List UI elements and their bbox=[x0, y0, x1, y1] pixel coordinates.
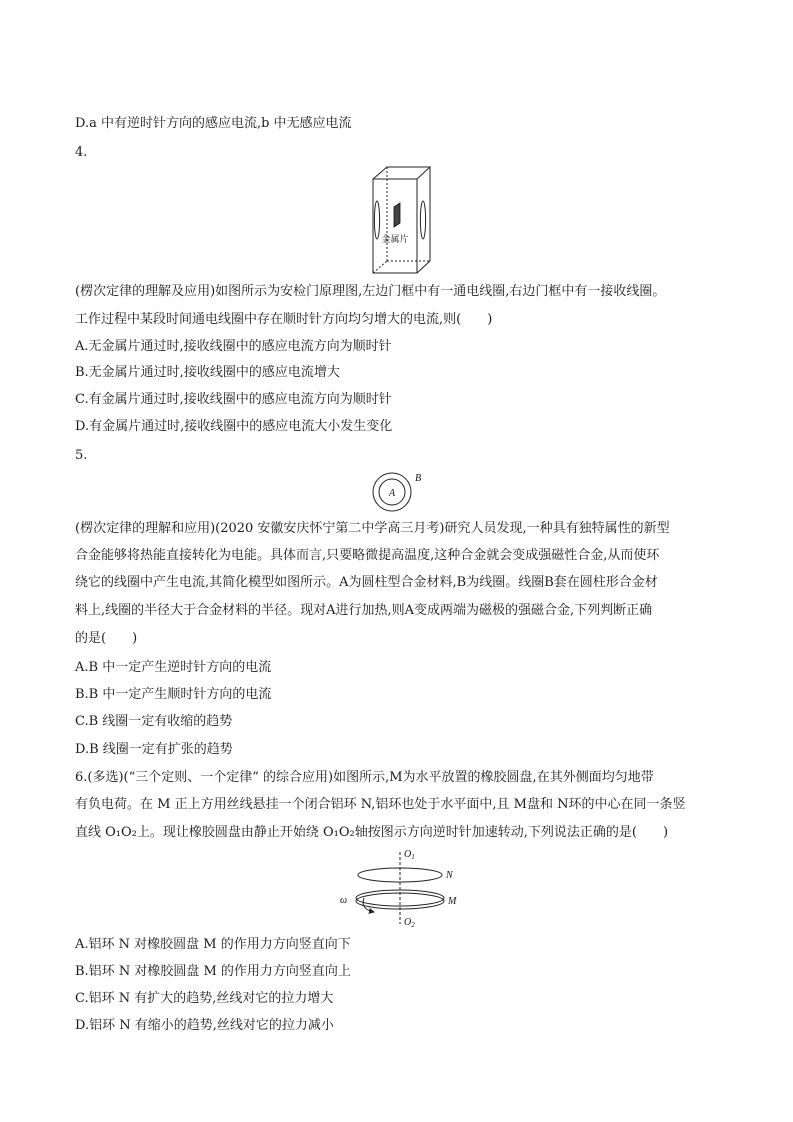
q5-option-c: C.B 线圈一定有收缩的趋势 bbox=[75, 714, 233, 729]
q6-label-omega: ω bbox=[340, 895, 348, 906]
q6-option-a: A.铝环 N 对橡胶圆盘 M 的作用力方向竖直向下 bbox=[75, 937, 351, 952]
q6-stem-line-1: 6.(多选)(“三个定则、一个定律” 的综合应用)如图所示,M为水平放置的橡胶圆盘,在其外侧面均匀地带 bbox=[75, 770, 654, 785]
q4-stem-line-2: 工作过程中某段时间通电线圈中存在顺时针方向均匀增大的电流,则( ) bbox=[75, 312, 493, 327]
q5-stem-line-2: 合金能够将热能直接转化为电能。具体而言,只要略微提高温度,这种合金就会变成强磁性合金,从而使环 bbox=[75, 548, 660, 563]
q5-stem-line-3: 绕它的线圈中产生电流,其简化模型如图所示。A为圆柱型合金材料,B为线圈。线圈B套在圆柱形合金材 bbox=[75, 575, 658, 590]
q6-option-d: D.铝环 N 有缩小的趋势,丝线对它的拉力减小 bbox=[75, 1018, 334, 1033]
q6-label-n: N bbox=[446, 870, 453, 881]
svg-text:O2 bbox=[404, 917, 415, 929]
q5-stem-line-5: 的是( ) bbox=[75, 631, 138, 646]
q4-option-a: A.无金属片通过时,接收线圈中的感应电流方向为顺时针 bbox=[75, 339, 392, 354]
q5-option-d: D.B 线圈一定有扩张的趋势 bbox=[75, 742, 233, 757]
q4-option-c: C.有金属片通过时,接收线圈中的感应电流方向为顺时针 bbox=[75, 392, 392, 407]
q4-option-d: D.有金属片通过时,接收线圈中的感应电流大小发生变化 bbox=[75, 419, 393, 434]
q6-rings-figure bbox=[330, 846, 470, 930]
q5-option-a: A.B 中一定产生逆时针方向的电流 bbox=[75, 660, 272, 675]
q3-option-d: D.a 中有逆时针方向的感应电流,b 中无感应电流 bbox=[75, 116, 352, 131]
q6-stem-line-2: 有负电荷。在 M 正上方用丝线悬挂一个闭合铝环 N,铝环也处于水平面中,且 M盘和 N环的中心在同一条竖 bbox=[75, 797, 686, 812]
q5-number: 5. bbox=[75, 448, 88, 463]
q5-label-b: B bbox=[415, 473, 422, 484]
q6-option-c: C.铝环 N 有扩大的趋势,丝线对它的拉力增大 bbox=[75, 991, 334, 1006]
q6-option-b: B.铝环 N 对橡胶圆盘 M 的作用力方向竖直向上 bbox=[75, 964, 351, 979]
q6-label-o2: O bbox=[404, 917, 412, 928]
q6-stem-line-3: 直线 O₁O₂上。现让橡胶圆盘由静止开始绕 O₁O₂轴按图示方向逆时针加速转动,下列说法正确的是( ) bbox=[75, 825, 669, 840]
q5-label-a: A bbox=[388, 488, 396, 499]
q4-security-gate-figure bbox=[368, 165, 434, 277]
q5-coil-figure bbox=[370, 470, 426, 514]
q4-option-b: B.无金属片通过时,接收线圈中的感应电流增大 bbox=[75, 365, 340, 380]
q4-number: 4. bbox=[75, 145, 88, 160]
q6-label-o1-sub: 1 bbox=[411, 853, 415, 861]
q4-stem-line-1: (楞次定律的理解及应用)如图所示为安检门原理图,左边门框中有一通电线圈,右边门框中有一接收线圈。 bbox=[75, 284, 666, 299]
q5-option-b: B.B 中一定产生顺时针方向的电流 bbox=[75, 687, 272, 702]
svg-text:O1 bbox=[404, 849, 415, 861]
q5-stem-line-4: 料上,线圈的半径大于合金材料的半径。现对A进行加热,则A变成两端为磁极的强磁合金,下列判断正确 bbox=[75, 603, 653, 618]
q5-stem-line-1: (楞次定律的理解和应用)(2020 安徽安庆怀宁第二中学高三月考)研究人员发现,一种具有独特属性的新型 bbox=[75, 521, 670, 536]
q6-label-o2-sub: 2 bbox=[411, 921, 415, 929]
q6-label-o1: O bbox=[404, 849, 412, 860]
q4-metal-sheet-label: 金属片 bbox=[381, 234, 409, 244]
q6-label-m: M bbox=[448, 896, 457, 907]
